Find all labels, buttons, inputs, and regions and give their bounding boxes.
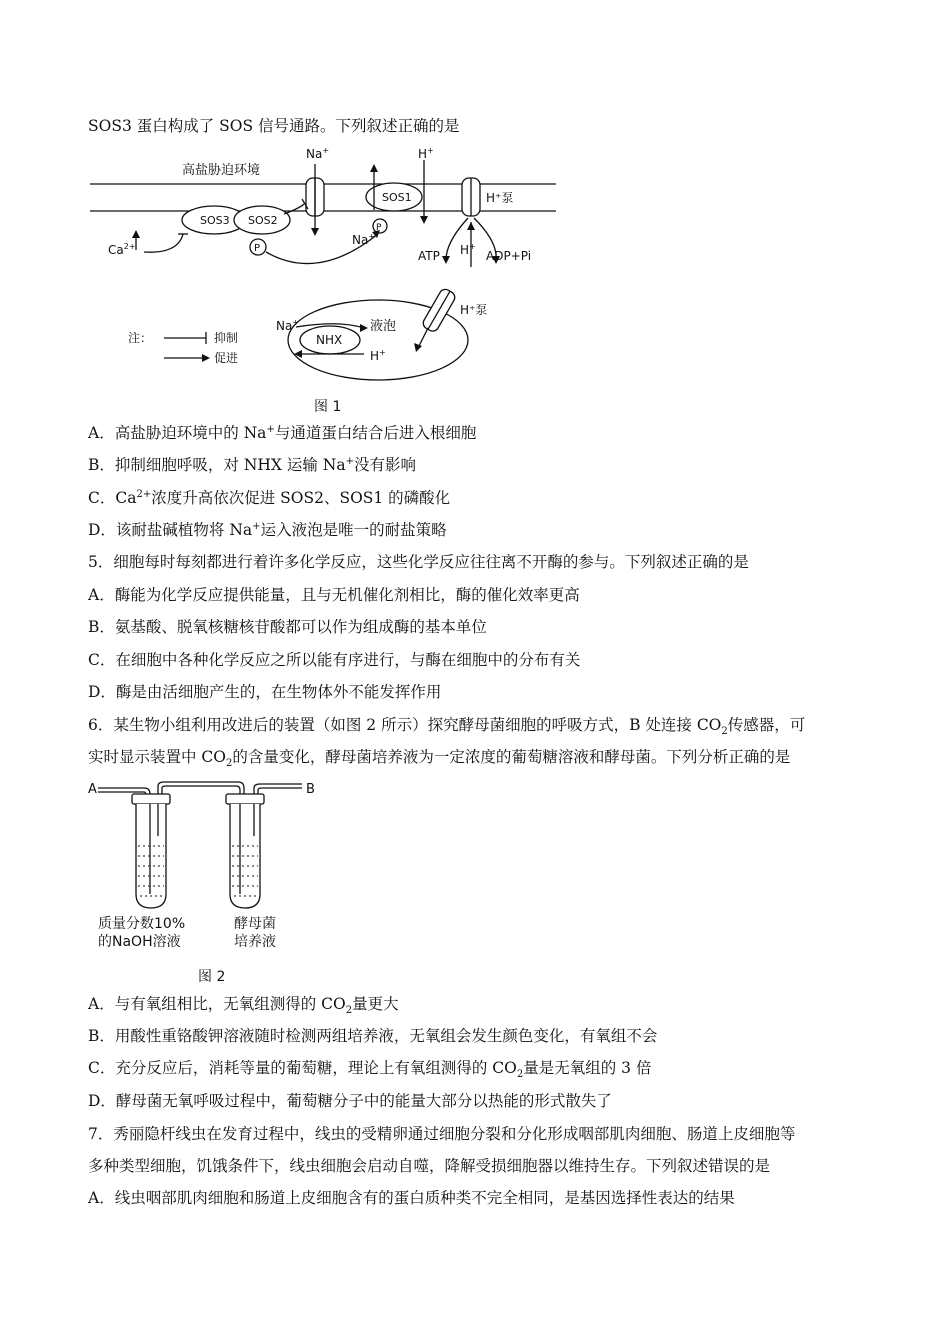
figure-1-caption: 图 1 — [314, 399, 342, 415]
figure-1-sos-pathway — [88, 142, 558, 392]
tube-2-label-line-1: 酵母菌 — [234, 916, 276, 932]
legend-promote-label: 促进 — [214, 351, 239, 365]
q5-option-c: C．在细胞中各种化学反应之所以能有序进行，与酶在细胞中的分布有关 — [88, 651, 581, 669]
q6-stem-line-1: 6．某生物小组利用改进后的装置（如图 2 所示）探究酵母菌细胞的呼吸方式，B 处连接 $CO_2$传感器，可 — [88, 716, 806, 738]
na-top-label: Na+ — [306, 146, 330, 161]
q6-option-c: C．充分反应后，消耗等量的葡萄糖，理论上有氧组测得的 $CO_2$量是无氧组的 3 倍 — [88, 1059, 652, 1081]
h-mid-label: H+ — [460, 242, 476, 257]
nhx-label: NHX — [316, 333, 343, 347]
q5-stem: 5．细胞每时每刻都进行着许多化学反应，这些化学反应往往离不开酶的参与。下列叙述正确的是 — [88, 553, 749, 571]
sos3-label: SOS3 — [200, 214, 230, 227]
q6-stem-line-2: 实时显示装置中 $CO_2$的含量变化，酵母菌培养液为一定浓度的葡萄糖溶液和酵母菌。下列分析正确的是 — [88, 748, 791, 770]
q5-option-d: D．酶是由活细胞产生的，在生物体外不能发挥作用 — [88, 683, 442, 701]
legend-inhibit-label: 抑制 — [214, 331, 239, 345]
sos1-label: SOS1 — [382, 191, 412, 204]
q6-option-a: A．与有氧组相比，无氧组测得的 $CO_2$量更大 — [88, 995, 399, 1017]
adp-label: ADP+Pi — [486, 249, 532, 263]
q4-option-c: C．$Ca^{2+}$浓度升高依次促进 SOS2、SOS1 的磷酸化 — [88, 488, 451, 507]
q4-option-a: A．高盐胁迫环境中的 Na+与通道蛋白结合后进入根细胞 — [88, 423, 477, 442]
q4-option-b: B．抑制细胞呼吸，对 NHX 运输 Na+没有影响 — [88, 455, 416, 474]
tube-2-label-line-2: 培养液 — [234, 934, 276, 950]
q5-option-b: B．氨基酸、脱氧核糖核苷酸都可以作为组成酶的基本单位 — [88, 618, 487, 636]
q7-stem-line-2: 多种类型细胞，饥饿条件下，线虫细胞会启动自噬，降解受损细胞器以维持生存。下列叙述错误的是 — [88, 1157, 771, 1175]
h-pump-vacuole-label: H⁺泵 — [460, 303, 488, 317]
tube-2-body — [230, 804, 260, 908]
q6-option-d: D．酵母菌无氧呼吸过程中，葡萄糖分子中的能量大部分以热能的形式散失了 — [88, 1092, 612, 1110]
tube-1-label-line-2: 的NaOH溶液 — [98, 934, 181, 950]
intro-line: SOS3 蛋白构成了 SOS 信号通路。下列叙述正确的是 — [88, 117, 460, 135]
q5-option-a: A．酶能为化学反应提供能量，且与无机催化剂相比，酶的催化效率更高 — [88, 586, 580, 604]
figure-2-apparatus — [88, 776, 328, 956]
tube-1-stopper — [132, 794, 170, 804]
env-label: 高盐胁迫环境 — [182, 163, 261, 178]
h-pump-top-label: H⁺泵 — [486, 191, 514, 205]
label-a: A — [88, 782, 97, 797]
figure-2-caption: 图 2 — [198, 969, 226, 985]
na-mid-label: Na+ — [352, 232, 376, 247]
atp-label: ATP — [418, 249, 440, 263]
vacuole-label: 液泡 — [370, 319, 397, 334]
q6-option-b: B．用酸性重铬酸钾溶液随时检测两组培养液，无氧组会发生颜色变化，有氧组不会 — [88, 1027, 658, 1045]
tube-2-stopper — [226, 794, 264, 804]
q4-option-d: D．该耐盐碱植物将 Na+运入液泡是唯一的耐盐策略 — [88, 520, 447, 539]
na-vacuole-label: Na+ — [276, 318, 300, 333]
legend-note-label: 注： — [128, 331, 153, 345]
tube-1-body — [136, 804, 166, 908]
label-b: B — [306, 782, 315, 797]
phosphate-label-1: P — [254, 243, 261, 254]
q7-option-a: A．线虫咽部肌肉细胞和肠道上皮细胞含有的蛋白质种类不完全相同，是基因选择性表达的结果 — [88, 1189, 735, 1207]
tube-1-label-line-1: 质量分数10% — [98, 916, 186, 932]
h-top-label: H+ — [418, 146, 434, 161]
h-vacuole-label: H+ — [370, 348, 386, 363]
ca-label: $Ca^{2+}$ — [108, 242, 136, 257]
sos2-label: SOS2 — [248, 214, 278, 227]
phosphate-label-2: P — [376, 223, 382, 233]
q7-stem-line-1: 7．秀丽隐杆线虫在发育过程中，线虫的受精卵通过细胞分裂和分化形成咽部肌肉细胞、肠道上皮细胞等 — [88, 1125, 796, 1143]
